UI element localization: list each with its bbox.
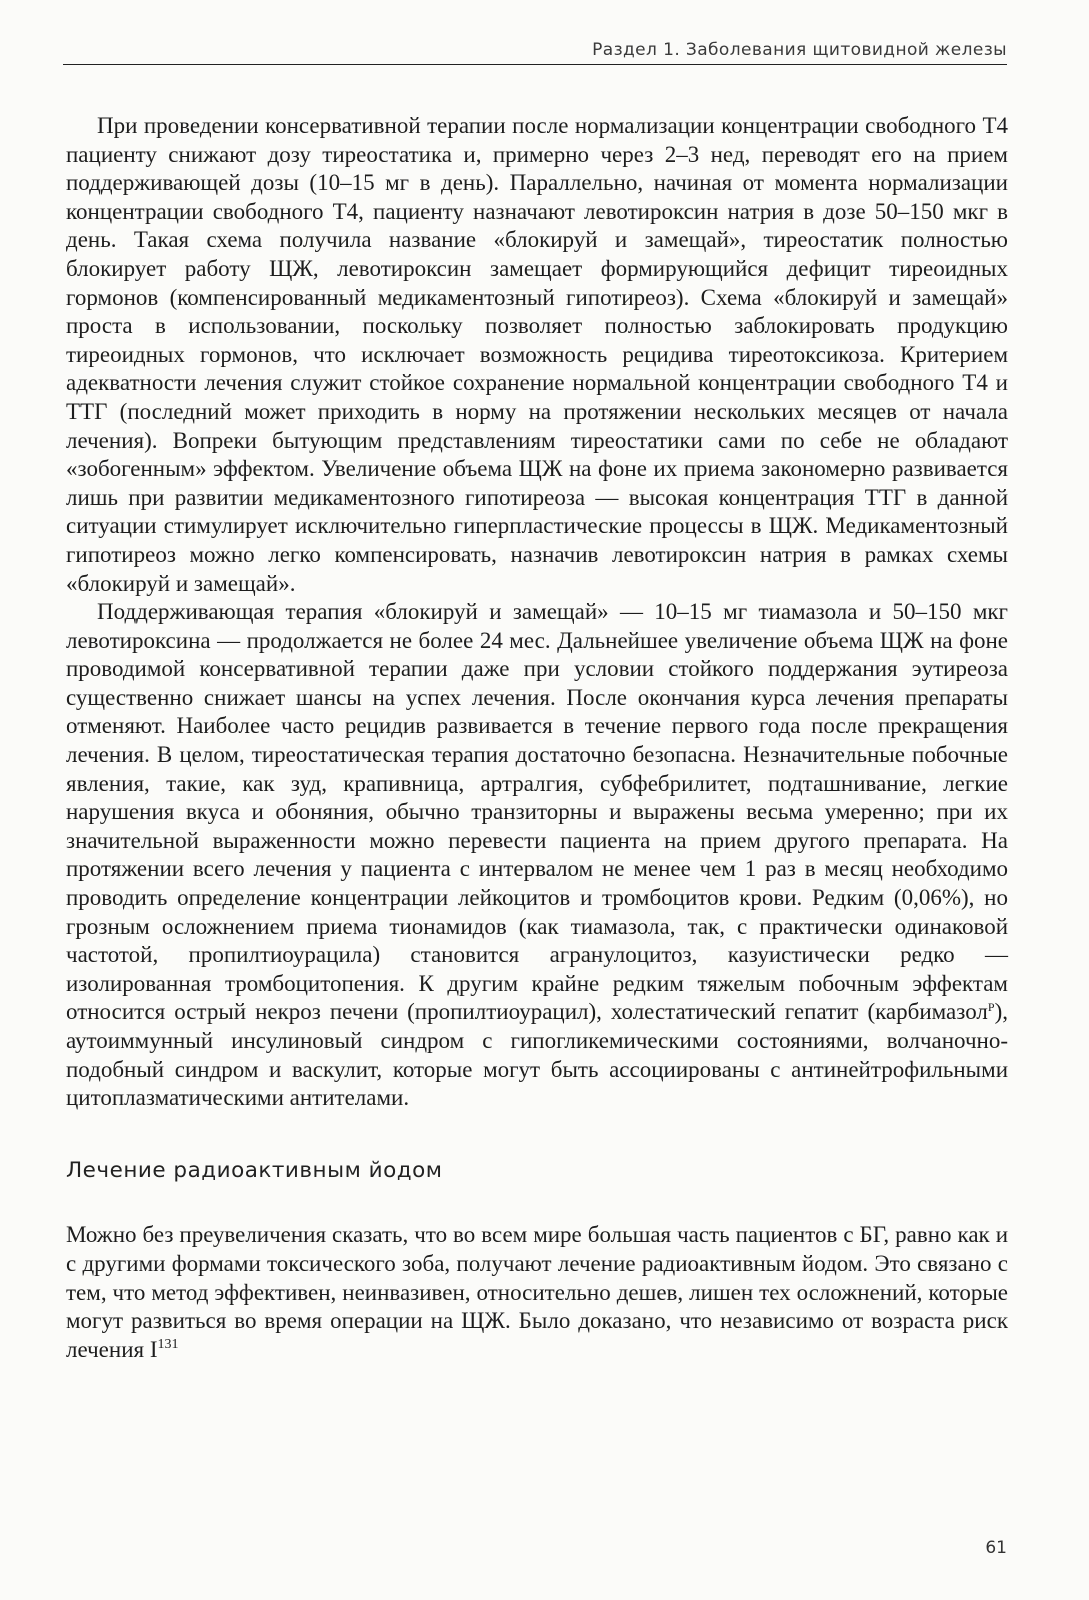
- paragraph-text-part-2: ), аутоиммунный инсулиновый синдром с гипогликемическими состояниями, волчаночно-подобный синдром и васкулит, которые могут быть ассоциированы с антинейтрофильными цитоплазматическими антителами.: [66, 999, 1008, 1111]
- running-header: Раздел 1. Заболевания щитовидной железы: [63, 40, 1007, 65]
- paragraph-radioiodine-text: Можно без преувеличения сказать, что во всем мире большая часть пациентов с БГ, равно как и с другими формами токсического зоба, получают лечение радиоактивным йодом. Это связано с тем, что метод эффективен, неинвазивен, относительно дешев, лишен тех осложнений, которые могут развиться во время операции на ЩЖ. Было доказано, что независимо от возраста риск лечения I: [66, 1222, 1008, 1362]
- isotope-superscript: 131: [157, 1336, 179, 1352]
- paragraph-maintenance-therapy: [66, 598, 1008, 1113]
- paragraph-block-and-replace: При проведении консервативной терапии после нормализации концентрации свободного Т4 пациенту снижают дозу тиреостатика и, примерно через 2–3 нед, переводят его на прием поддерживающей дозы (10–15 мг в день). Параллельно, начиная от момента нормализации концентрации свободного Т4, пациенту назначают левотироксин натрия в дозе 50–150 мкг в день. Такая схема получила название «блокируй и замещай», тиреостатик полностью блокирует работу ЩЖ, левотироксин замещает формирующийся дефицит тиреоидных гормонов (компенсированный медикаментозный гипотиреоз). Схема «блокируй и замещай» проста в использовании, поскольку позволяет полностью заблокировать продукцию тиреоидных гормонов, что исключает возможность рецидива тиреотоксикоза. Критерием адекватности лечения служит стойкое сохранение нормальной концентрации свободного Т4 и ТТГ (последний может приходить в норму на протяжении нескольких месяцев от начала лечения). Вопреки бытующим представлениям тиреостатики сами по себе не обладают «зобогенным» эффектом. Увеличение объема ЩЖ на фоне их приема закономерно развивается лишь при развитии медикаментозного гипотиреоза — высокая концентрация ТТГ в данной ситуации стимулирует исключительно гиперпластические процессы в ЩЖ. Медикаментозный гипотиреоз можно легко компенсировать, назначив левотироксин натрия в рамках схемы «блокируй и замещай».: [66, 113, 1008, 596]
- page-number: 61: [985, 1538, 1007, 1558]
- paragraph-radioiodine: [66, 1221, 1008, 1364]
- paragraph-text-part-1: Поддерживающая терапия «блокируй и замещай» — 10–15 мг тиамазола и 50–150 мкг левотироксина — продолжается не более 24 мес. Дальнейшее увеличение объема ЩЖ на фоне проводимой консервативной терапии даже при условии стойкого поддержания эутиреоза существенно снижает шансы на успех лечения. После окончания курса лечения препараты отменяют. Наиболее часто рецидив развивается в течение первого года после прекращения лечения. В целом, тиреостатическая терапия достаточно безопасна. Незначительные побочные явления, такие, как зуд, крапивница, артралгия, субфебрилитет, подташнивание, легкие нарушения вкуса и обоняния, обычно транзиторны и выражены весьма умеренно; при их значительной выраженности можно перевести пациента на прием другого препарата. На протяжении всего лечения у пациента с интервалом не менее чем 1 раз в месяц необходимо проводить определение концентрации лейкоцитов и тромбоцитов крови. Редким (0,06%), но грозным осложнением приема тионамидов (как тиамазола, так, с практически одинаковой частотой, пропилтиоурацила) становится агранулоцитоз, казуистически редко — изолированная тромбоцитопения. К другим крайне редким тяжелым побочным эффектам относится острый некроз печени (пропилтиоурацил), холестатический гепатит (карбимазол: [66, 599, 1008, 1025]
- page-content: [66, 112, 1008, 1364]
- trademark-mark: Р: [987, 1000, 995, 1015]
- section-heading: Лечение радиоактивным йодом: [66, 1157, 443, 1183]
